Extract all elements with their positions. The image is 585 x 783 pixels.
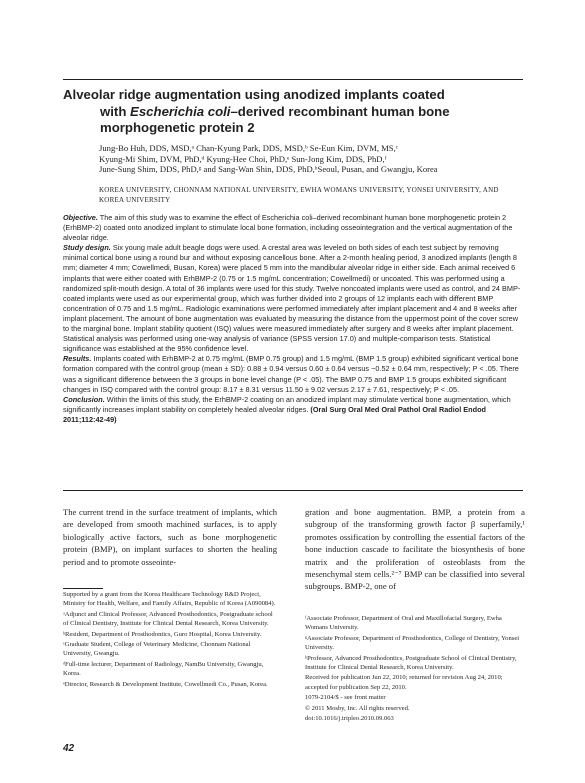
body-column-left: The current trend in the surface treatment of implants, which are developed from smooth machined surfaces, is to apply biologically active factors, such as bone morphogenetic protein (BMP), on implant surfaces to shorten the healing period and to promote osseointe- xyxy=(63,507,277,567)
footnote: doi:10.1016/j.tripleo.2010.09.063 xyxy=(305,715,394,723)
footnotes-right xyxy=(305,614,525,724)
footnote: ᵃAdjunct and Clinical Professor, Advanced Prosthodontics, Postgraduate school of Clinical Dentistry, Institute for Clinical Dental Research, Korea University. xyxy=(63,610,273,628)
footnote: Received for publication Jun 22, 2010; returned for revision Aug 24, 2010; accepted for publication Sep 22, 2010. xyxy=(305,674,503,691)
footnote: 1079-2104/$ - see front matter xyxy=(305,694,386,702)
results-label: Results. xyxy=(63,354,92,364)
title-line-1: Alveolar ridge augmentation using anodized implants coated xyxy=(63,87,445,102)
footnote: ᶜGraduate Student, College of Veterinary Medicine, Chonnam National University, Gwangju. xyxy=(63,641,251,658)
institution-list: KOREA UNIVERSITY, CHONNAM NATIONAL UNIVERSITY, EWHA WOMANS UNIVERSITY, YONSEI UNIVERSITY, AND KOREA UNIVERSITY xyxy=(99,186,499,204)
footnotes-left xyxy=(63,590,277,690)
results-text: Implants coated with ErhBMP-2 at 0.75 mg/mL (BMP 0.75 group) and 1.5 mg/mL (BMP 1.5 group) exhibited significant vertical bone formation compared with the control group (mean ± SD): 0.88 ± 0.94 versus 0.60 ± 0.64 versus −0.52 ± 0.64 mm, respectively; P < .05. There was a significant difference between the 3 groups in bone level change (P < .05). The BMP 0.75 and BMP 1.5 groups exhibited significant changes in ISQ compared with the control group: 8.17 ± 8.31 versus 11.50 ± 9.02 versus 2.17 ± 7.61, respectively; P < .05. xyxy=(63,354,519,394)
authors-line-1: Jung-Bo Huh, DDS, MSD,ᵃ Chan-Kyung Park, DDS, MSD,ᵇ Se-Eun Kim, DVM, MS,ᶜ xyxy=(99,143,398,153)
footnote: Supported by a grant from the Korea Healthcare Technology R&D Project, Ministry for Health, Welfare, and Family Affairs, Republic of Korea (A090084). xyxy=(63,591,276,608)
title-line-3: morphogenetic protein 2 xyxy=(100,120,255,135)
authors-line-3: June-Sung Shim, DDS, PhD,ᵍ and Sang-Wan Shin, DDS, PhD,ʰSeoul, Pusan, and Gwangju, Korea xyxy=(99,164,438,174)
conclusion-text: Within the limits of this study, the ErhBMP-2 coating on an anodized implant may stimulate vertical bone augmentation, which significantly increases implant stability on completely healed alveolar ridges. xyxy=(63,394,511,414)
page-number: 42 xyxy=(63,743,75,754)
footnote: ᵈFull-time lecturer, Department of Radiology, NamBu University, Gwangju, Korea. xyxy=(63,660,264,678)
footnote: ʰProfessor, Advanced Prosthodontics, Postgraduate School of Clinical Dentistry, Institute for Clinical Dental Research, Korea University. xyxy=(305,654,517,672)
article-title xyxy=(63,87,503,137)
footnote: ᵇResident, Department of Prosthodontics, Guro Hospital, Korea University. xyxy=(63,630,262,638)
citation: (Oral Surg Oral Med Oral Pathol Oral Radiol Endod 2011;112:42-49) xyxy=(63,404,486,424)
footnote: ᵉDirector, Research & Development Institute, Cowellmedi Co., Pusan, Korea. xyxy=(63,680,268,688)
abstract xyxy=(63,213,523,425)
abstract-rule xyxy=(63,490,523,491)
design-text: Six young male adult beagle dogs were used. A crestal area was leveled on both sides of each test subject by removing minimal cortical bone using a round bur and without exposing cancellous bone. After a 2-month healing period, 3 anodized implants (length 8 mm; diameter 4 mm; Cowellmedi, Busan, Korea) were placed 5 mm into the mandibular alveolar ridge in either side. Each animal received 6 implants that were either coated with ErhBMP-2 (0.75 or 1.5 mg/mL concentration; Cowellmedi) or uncoated. This was performed using a randomized split-mouth design. A total of 36 implants were used for this study. Twelve noncoated implants were used as control, and 24 BMP-coated implants were used as our experimental group, which was further divided into 2 groups of 12 implants each with different BMP concentration of 0.75 and 1.5 mg/mL. Radiologic examinations were performed immediately after implant placement and 4 and 8 weeks after implant placement. The amount of bone augmentation was evaluated by measuring the distance from the uppermost point of the cover screw to the marginal bone. Implant stability quotient (ISQ) values were measured immediately after surgery and 8 weeks after implant placement. Statistical analysis was performed using one-way analysis of variance (SPSS version 17.0) and multiple-comparison tests. Statistical significance was established at the 95% confidence level. xyxy=(63,243,521,354)
authors-line-2: Kyung-Mi Shim, DVM, PhD,ᵈ Kyung-Hee Choi, PhD,ᵉ Sun-Jong Kim, DDS, PhD,ᶠ xyxy=(99,153,387,164)
top-rule xyxy=(63,79,523,80)
body-column-right: gration and bone augmentation. BMP, a protein from a subgroup of the transforming growth factor β superfamily,¹ promotes ossification by controlling the essential factors of the bone induction cascade to facilitate the biosynthesis of bone matrix and the proliferation of osteoblasts from the mesenchymal stem cells.²⁻⁷ BMP can be classified into several subgroups. BMP-2, one of xyxy=(305,507,525,592)
footnote: ᶠAssociate Professor, Department of Oral and Maxillofacial Surgery, Ewha Womans University. xyxy=(305,615,502,632)
objective-text: The aim of this study was to examine the effect of Escherichia coli–derived recombinant human bone morphogenetic protein 2 (ErhBMP-2) coated onto anodized implant to stimulate local bone formation, including osseointegration and the vertical augmentation of the alveolar ridge. xyxy=(63,213,513,243)
footnote: © 2011 Mosby, Inc. All rights reserved. xyxy=(305,704,410,712)
objective-label: Objective. xyxy=(63,213,98,222)
conclusion-label: Conclusion. xyxy=(63,394,105,404)
footnote-separator xyxy=(63,588,103,589)
title-line-2: with Escherichia coli–derived recombinant human bone xyxy=(100,103,450,119)
footnote: ᵍAssociate Professor, Department of Prosthodontics, College of Dentistry, Yonsei University. xyxy=(305,634,520,652)
design-label: Study design. xyxy=(63,243,111,253)
abstract-body xyxy=(63,213,523,425)
author-list xyxy=(99,143,529,175)
